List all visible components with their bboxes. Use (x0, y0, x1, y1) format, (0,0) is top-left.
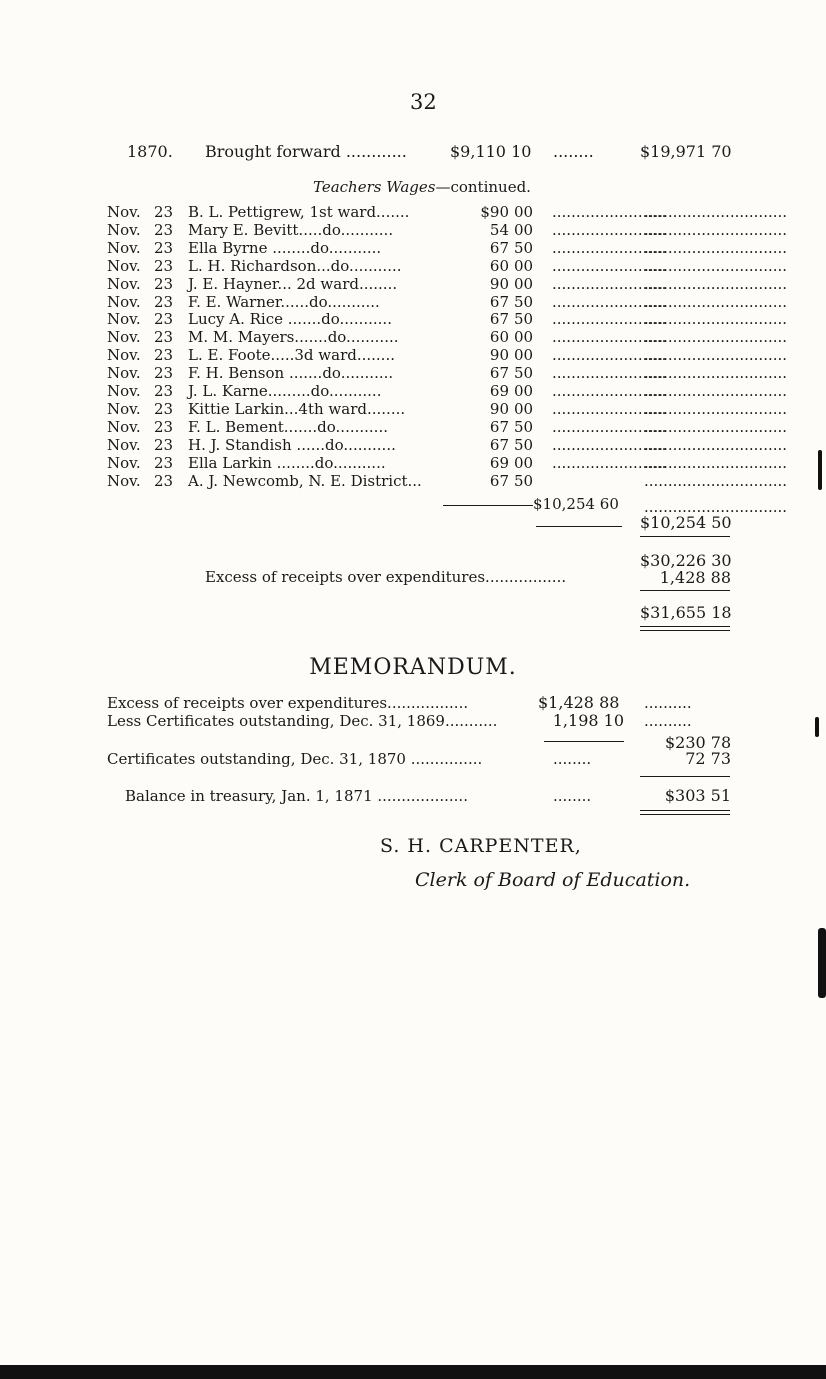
row-month: Nov. (107, 203, 141, 221)
dot-leader: .............................. (644, 328, 788, 347)
row-cents: 50 (514, 417, 534, 436)
row-cents: 50 (514, 364, 534, 383)
row-month: Nov. (107, 328, 141, 347)
section-heading-italic: Teachers Wages (313, 178, 436, 196)
dot-leader: ........................ (552, 435, 667, 454)
double-rule (640, 630, 730, 631)
scan-bottom-edge (0, 1365, 826, 1379)
dot-leader: ........ (553, 787, 592, 805)
row-name: B. L. Pettigrew, 1st ward....... (188, 203, 410, 221)
row-cents: 50 (514, 435, 534, 454)
row-day: 23 (154, 364, 174, 383)
row-dollars: 90 (489, 399, 509, 418)
section-heading-rest: —continued. (435, 178, 531, 196)
table-row (0, 293, 826, 311)
table-row (0, 418, 826, 436)
row-dollars: 90 (489, 274, 509, 293)
row-month: Nov. (107, 364, 141, 383)
excess-amount: 1,428 88 (659, 568, 731, 587)
memo-label: Certificates outstanding, Dec. 31, 1870 ............... (107, 750, 483, 768)
scan-edge-mark (815, 717, 819, 737)
dot-leader: .............................. (644, 292, 788, 311)
row-month: Nov. (107, 382, 141, 400)
row-cents: 00 (514, 220, 534, 239)
row-name: L. H. Richardson...do........... (188, 256, 402, 275)
row-dollars: 67 (489, 417, 509, 436)
memo-line (0, 712, 826, 730)
row-cents: 00 (514, 399, 534, 418)
row-cents: 00 (514, 453, 534, 472)
subtotal-right: $10,254 50 (640, 513, 732, 532)
row-day: 23 (154, 382, 174, 400)
brought-forward-row (0, 143, 826, 161)
row-name: F. H. Benson .......do........... (188, 364, 394, 383)
row-name: Kittie Larkin...4th ward........ (188, 399, 406, 418)
row-name: Mary E. Bevitt.....do........... (188, 220, 394, 239)
table-row (0, 400, 826, 418)
row-dollars: 69 (489, 382, 509, 400)
row-day: 23 (154, 292, 174, 311)
table-row (0, 472, 826, 490)
scan-edge-mark (818, 450, 822, 490)
table-row (0, 364, 826, 382)
dot-leader: .............................. (644, 382, 788, 400)
row-day: 23 (154, 328, 174, 347)
row-dollars: 90 (489, 346, 509, 365)
rule-right (640, 536, 730, 537)
row-month: Nov. (107, 399, 141, 418)
dot-leader: ........................ (552, 346, 667, 365)
row-month: Nov. (107, 256, 141, 275)
row-name: Ella Larkin ........do........... (188, 453, 386, 472)
memo-line (0, 787, 826, 805)
row-day: 23 (154, 274, 174, 293)
dot-leader: ........................ (552, 203, 667, 221)
rule-mid (544, 741, 624, 742)
dot-leader: .............................. (644, 417, 788, 436)
dot-leader: .............................. (644, 310, 788, 329)
row-name: Ella Byrne ........do........... (188, 238, 382, 257)
row-name: A. J. Newcomb, N. E. District... (188, 471, 422, 490)
dot-leader: .............................. (644, 498, 788, 516)
row-day: 23 (154, 346, 174, 365)
dot-leader: .............................. (644, 399, 788, 418)
page-number: 32 (410, 90, 437, 114)
dot-leader: .............................. (644, 203, 788, 221)
table-row (0, 382, 826, 400)
row-cents: 00 (514, 346, 534, 365)
row-dollars: $90 (480, 203, 509, 221)
row-day: 23 (154, 256, 174, 275)
rule-right (640, 776, 730, 777)
row-day: 23 (154, 203, 174, 221)
row-day: 23 (154, 238, 174, 257)
table-row (0, 454, 826, 472)
dot-leader: ........................ (552, 453, 667, 472)
dot-leader: .............................. (644, 220, 788, 239)
excess-label: Excess of receipts over expenditures................. (205, 568, 567, 586)
memo-label: Balance in treasury, Jan. 1, 1871 ................... (125, 787, 468, 805)
scan-edge-mark (818, 928, 826, 998)
grand-total-before: $30,226 30 (640, 551, 732, 570)
memo-amount: 72 73 (685, 749, 731, 768)
dot-leader: ........ (553, 750, 592, 768)
row-cents: 00 (514, 382, 534, 400)
row-dollars: 67 (489, 238, 509, 257)
dot-leader: ........ (553, 142, 594, 161)
dot-leader: .............................. (644, 453, 788, 472)
row-day: 23 (154, 417, 174, 436)
row-month: Nov. (107, 471, 141, 490)
table-row (0, 203, 826, 221)
year-label: 1870. (127, 142, 173, 161)
row-name: J. L. Karne.........do........... (188, 382, 382, 400)
row-dollars: 67 (489, 292, 509, 311)
rule-right (640, 590, 730, 591)
table-row (0, 239, 826, 257)
table-row (0, 310, 826, 328)
section-heading (313, 178, 531, 196)
brought-forward-amount: $9,110 10 (450, 142, 532, 161)
row-cents: 50 (514, 471, 534, 490)
dot-leader: .............................. (644, 238, 788, 257)
rule-left (443, 505, 533, 506)
row-name: J. E. Hayner... 2d ward........ (188, 274, 398, 293)
brought-forward-total: $19,971 70 (640, 142, 732, 161)
row-day: 23 (154, 310, 174, 329)
dot-leader: ........................ (552, 417, 667, 436)
dot-leader: ........................ (552, 238, 667, 257)
row-name: L. E. Foote.....3d ward........ (188, 346, 395, 365)
dot-leader: .............................. (644, 346, 788, 365)
row-month: Nov. (107, 310, 141, 329)
row-dollars: 67 (489, 471, 509, 490)
dot-leader: ........................ (552, 382, 667, 400)
dot-leader: .......... (644, 712, 692, 730)
memo-label: Excess of receipts over expenditures................. (107, 694, 469, 712)
signature-name: S. H. CARPENTER, (380, 835, 582, 857)
table-row (0, 275, 826, 293)
row-dollars: 60 (489, 256, 509, 275)
row-month: Nov. (107, 220, 141, 239)
row-month: Nov. (107, 417, 141, 436)
dot-leader: ........................ (552, 364, 667, 383)
memo-amount: $303 51 (664, 786, 731, 805)
row-month: Nov. (107, 238, 141, 257)
signature-title: Clerk of Board of Education. (415, 869, 691, 891)
table-row (0, 436, 826, 454)
row-dollars: 67 (489, 364, 509, 383)
row-day: 23 (154, 399, 174, 418)
brought-forward-label: Brought forward ............ (205, 142, 407, 161)
memo-amount: $1,428 88 (538, 693, 620, 712)
row-cents: 50 (514, 310, 534, 329)
row-month: Nov. (107, 453, 141, 472)
grand-total: $31,655 18 (640, 603, 732, 622)
row-cents: 00 (514, 256, 534, 275)
double-rule (640, 814, 730, 815)
dot-leader: ........................ (552, 292, 667, 311)
double-rule (640, 626, 730, 627)
row-name: H. J. Standish ......do........... (188, 435, 396, 454)
table-row (0, 328, 826, 346)
dot-leader: ........................ (552, 328, 667, 347)
row-dollars: 54 (489, 220, 509, 239)
table-row (0, 221, 826, 239)
dot-leader: .............................. (644, 471, 788, 490)
table-row (0, 346, 826, 364)
dot-leader: ........................ (552, 274, 667, 293)
row-month: Nov. (107, 274, 141, 293)
double-rule (640, 810, 730, 811)
row-dollars: 60 (489, 328, 509, 347)
row-month: Nov. (107, 346, 141, 365)
rule-mid (536, 526, 622, 527)
row-name: F. E. Warner......do........... (188, 292, 380, 311)
memo-amount: $230 78 (665, 733, 732, 752)
row-name: M. M. Mayers.......do........... (188, 328, 399, 347)
memo-amount: 1,198 10 (552, 711, 624, 730)
row-day: 23 (154, 453, 174, 472)
dot-leader: .......... (644, 694, 692, 712)
row-cents: 50 (514, 292, 534, 311)
row-day: 23 (154, 471, 174, 490)
row-dollars: 67 (489, 310, 509, 329)
memo-line (0, 750, 826, 768)
row-dollars: 67 (489, 435, 509, 454)
row-dollars: 69 (489, 453, 509, 472)
row-cents: 50 (514, 238, 534, 257)
subtotal-mid: $10,254 60 (533, 495, 619, 513)
dot-leader: ........................ (552, 256, 667, 275)
row-name: F. L. Bement.......do........... (188, 417, 388, 436)
dot-leader: .............................. (644, 274, 788, 293)
row-month: Nov. (107, 292, 141, 311)
dot-leader: ........................ (552, 399, 667, 418)
dot-leader: .............................. (644, 364, 788, 383)
memo-label: Less Certificates outstanding, Dec. 31, 1869........... (107, 712, 498, 730)
dot-leader: ........................ (552, 220, 667, 239)
dot-leader: .............................. (644, 435, 788, 454)
dot-leader: .............................. (644, 256, 788, 275)
table-row (0, 257, 826, 275)
row-day: 23 (154, 435, 174, 454)
memo-line (0, 694, 826, 712)
row-name: Lucy A. Rice .......do........... (188, 310, 392, 329)
row-month: Nov. (107, 435, 141, 454)
dot-leader: ........................ (552, 310, 667, 329)
memorandum-title: MEMORANDUM. (309, 655, 517, 680)
row-cents: 00 (514, 274, 534, 293)
row-day: 23 (154, 220, 174, 239)
row-cents: 00 (514, 328, 534, 347)
row-cents: 00 (514, 203, 534, 221)
